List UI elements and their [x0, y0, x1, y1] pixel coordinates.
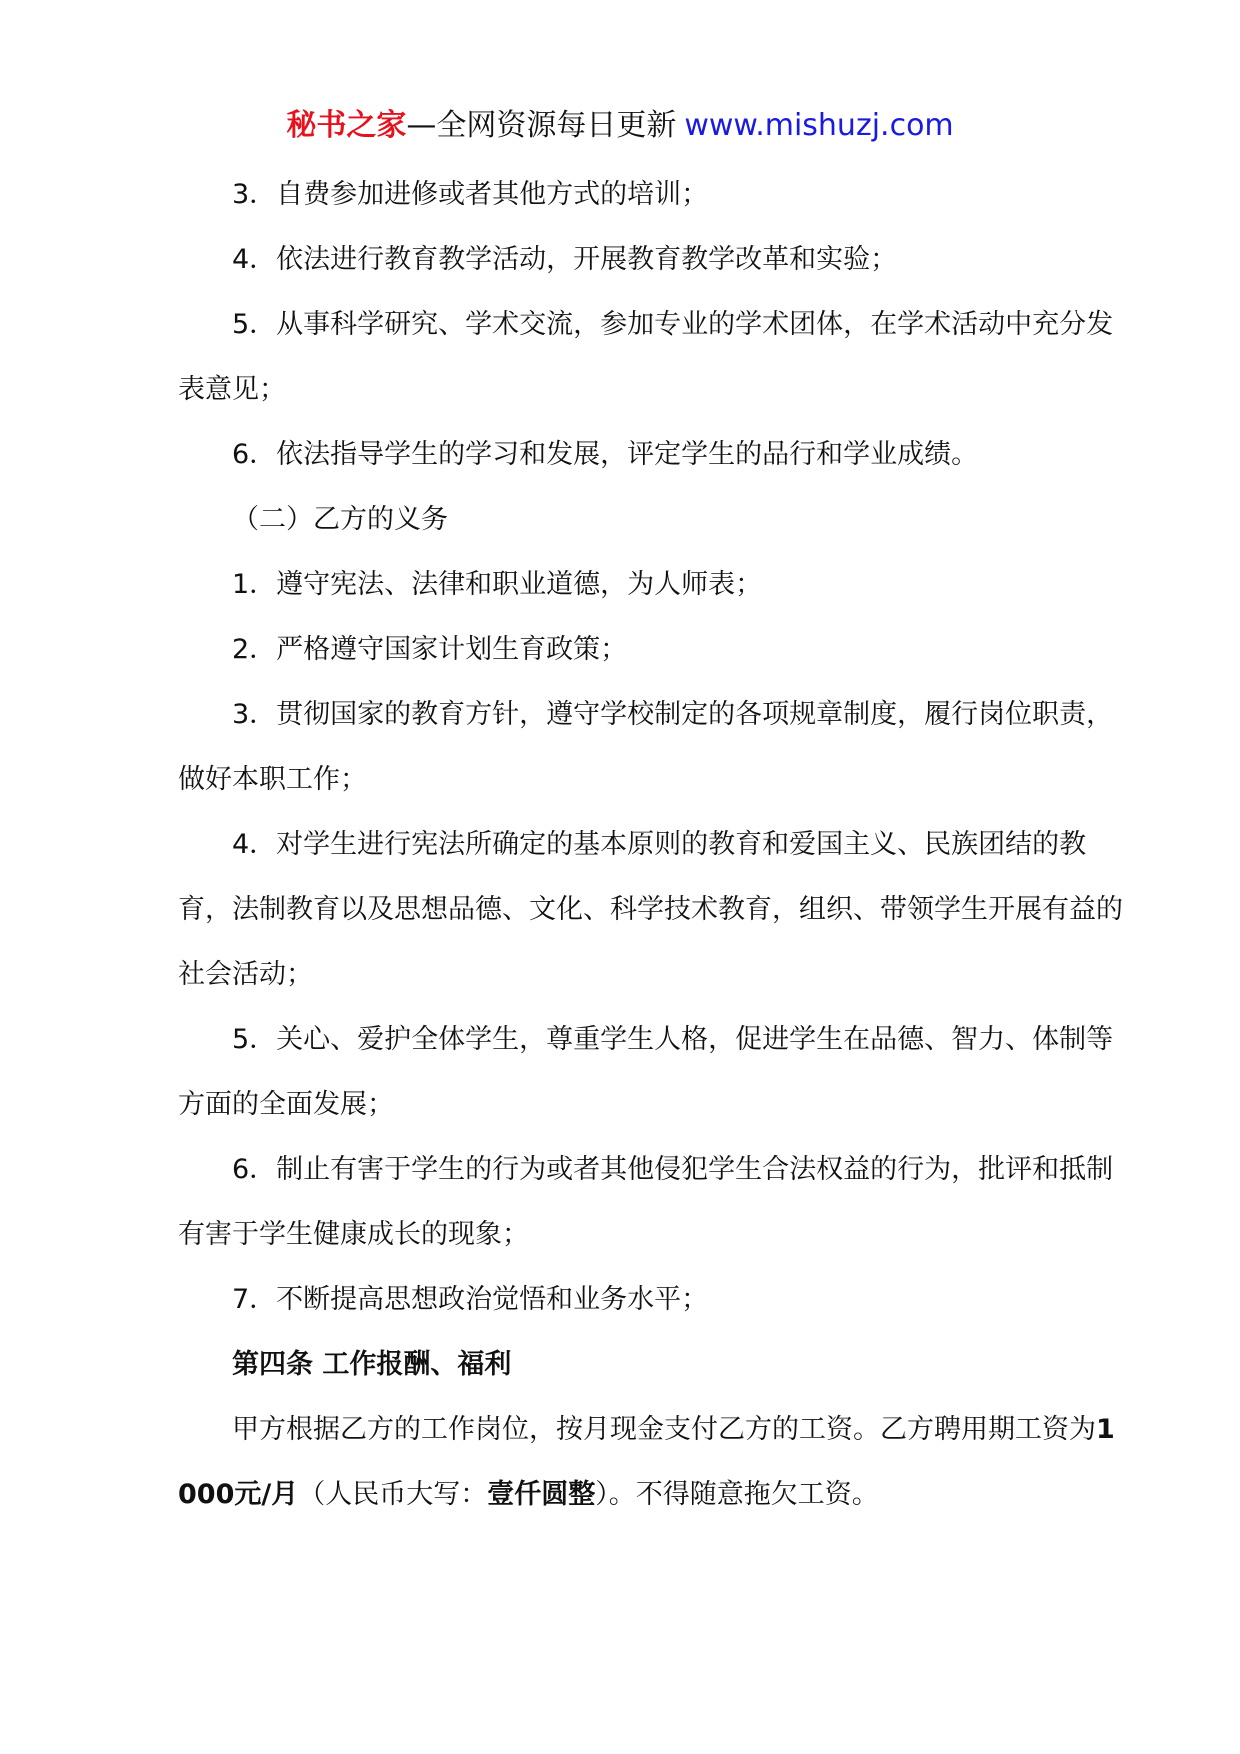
salary-text-tail: ）。不得随意拖欠工资。	[595, 1479, 879, 1510]
obligation-item-6: 6．制止有害于学生的行为或者其他侵犯学生合法权益的行为，批评和抵制有害于学生健康成长的现象；	[178, 1154, 1114, 1250]
contract-body	[178, 162, 1126, 1527]
salary-text-mid: （人民币大写：	[298, 1479, 488, 1510]
article-4-title: 第四条 工作报酬、福利	[232, 1349, 512, 1380]
right-item-5: 5．从事科学研究、学术交流，参加专业的学术团体，在学术活动中充分发表意见；	[178, 309, 1114, 405]
obligation-item-2: 2．严格遵守国家计划生育政策；	[232, 634, 628, 665]
site-brand: 秘书之家	[286, 108, 407, 143]
obligation-item-3: 3．贯彻国家的教育方针，遵守学校制定的各项规章制度，履行岗位职责，做好本职工作；	[178, 699, 1114, 795]
obligation-item-1: 1．遵守宪法、法律和职业道德，为人师表；	[232, 569, 763, 600]
site-tagline: —全网资源每日更新	[406, 108, 677, 143]
article-4-paragraph	[178, 1397, 1126, 1527]
salary-amount-words: 壹仟圆整	[487, 1479, 596, 1510]
salary-text-lead: 甲方根据乙方的工作岗位，按月现金支付乙方的工资。乙方聘用期工资为	[232, 1414, 1096, 1445]
salary-amount: 1000元/月	[178, 1414, 1115, 1510]
obligation-item-7: 7．不断提高思想政治觉悟和业务水平；	[232, 1284, 709, 1315]
right-item-6: 6．依法指导学生的学习和发展，评定学生的品行和学业成绩。	[232, 439, 979, 470]
site-url-link[interactable]: www.mishuzj.com	[684, 108, 954, 143]
right-item-4: 4．依法进行教育教学活动，开展教育教学改革和实验；	[232, 244, 898, 275]
obligations-title: （二）乙方的义务	[232, 504, 448, 535]
right-item-3: 3．自费参加进修或者其他方式的培训；	[232, 179, 709, 210]
site-header	[0, 104, 1240, 148]
obligation-item-5: 5．关心、爱护全体学生，尊重学生人格，促进学生在品德、智力、体制等方面的全面发展；	[178, 1024, 1114, 1120]
obligation-item-4: 4．对学生进行宪法所确定的基本原则的教育和爱国主义、民族团结的教育，法制教育以及思想品德、文化、科学技术教育，组织、带领学生开展有益的社会活动；	[178, 829, 1123, 990]
